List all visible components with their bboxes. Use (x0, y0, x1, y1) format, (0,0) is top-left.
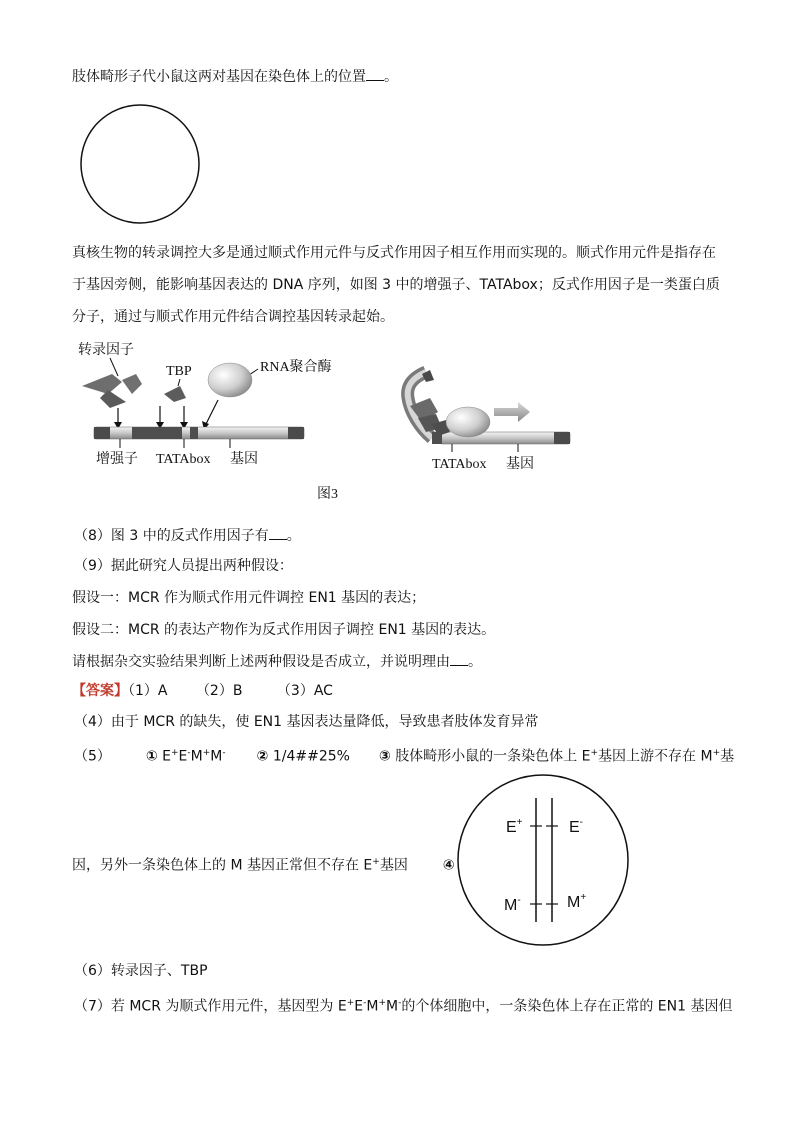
label-transcription-factor: 转录因子 (78, 343, 134, 358)
label-rna-polymerase: RNA聚合酶 (260, 360, 332, 375)
rna-polymerase-shape (208, 363, 252, 397)
intro-line: 肢体畸形子代小鼠这两对基因在染色体上的位置 。 (72, 66, 398, 87)
rna-polymerase-shape (446, 407, 490, 437)
question-9: （9）据此研究人员提出两种假设： (74, 558, 293, 574)
transcription-factor-shape (82, 374, 122, 394)
cell-circle (458, 775, 628, 945)
tbp-shape (164, 386, 186, 402)
arrow (206, 400, 218, 424)
label-gene-left: 基因 (230, 452, 258, 467)
transcription-factor-shape (122, 374, 142, 394)
dna-bar-left (94, 427, 304, 439)
pointer-line (178, 379, 180, 386)
direction-arrow (494, 402, 530, 422)
answer-5-line-2: 因，另外一条染色体上的 M 基因正常但不存在 E+基因 ④ (72, 857, 455, 874)
answer-blank (269, 525, 287, 540)
answer-label: 【答案】 (72, 683, 128, 699)
figure-caption: 图3 (317, 487, 338, 502)
label-tatabox-left: TATAbox (156, 452, 211, 467)
allele-M-plus: M+ (567, 892, 587, 911)
allele-E-minus: E- (569, 817, 584, 836)
pointer-line (110, 358, 118, 376)
answer-blank (366, 66, 384, 81)
passage-line-3: 分子，通过与顺式作用元件结合调控基因转录起始。 (72, 309, 394, 325)
question-judge: 请根据杂交实验结果判断上述两种假设是否成立，并说明理由 。 (72, 651, 482, 672)
answer-blank (450, 651, 468, 666)
label-tbp: TBP (166, 364, 192, 379)
passage-line-2: 于基因旁侧，能影响基因表达的 DNA 序列，如图 3 中的增强子、TATAbox；反式作用因子是一类蛋白质 (72, 277, 720, 293)
allele-M-minus: M- (504, 895, 521, 914)
figure-3 (70, 336, 610, 506)
answer-7: （7）若 MCR 为顺式作用元件，基因型为 E+E-M+M-的个体细胞中，一条染色体上存在正常的 EN1 基因但 (74, 998, 733, 1015)
hypothesis-1: 假设一：MCR 作为顺式作用元件调控 EN1 基因的表达； (72, 590, 426, 606)
answer-line-1: 【答案】（1）A （2）B （3）AC (72, 683, 333, 699)
label-enhancer: 增强子 (96, 452, 138, 467)
label-tatabox-right: TATAbox (432, 457, 487, 472)
answer-6: （6）转录因子、TBP (74, 963, 208, 979)
answer-5-line-1: （5） ① E+E-M+M- ② 1/4##25% ③ 肢体畸形小鼠的一条染色体上 E+基因上游不存在 M+基 (74, 748, 735, 765)
intro-text: 肢体畸形子代小鼠这两对基因在染色体上的位置 (72, 69, 366, 85)
passage-line-1: 真核生物的转录调控大多是通过顺式作用元件与反式作用因子相互作用而实现的。顺式作用元件是指存在 (72, 245, 716, 261)
hypothesis-2: 假设二：MCR 的表达产物作为反式作用因子调控 EN1 基因的表达。 (72, 622, 496, 638)
question-8: （8）图 3 中的反式作用因子有 。 (74, 525, 301, 546)
empty-circle-answer-area (78, 104, 202, 228)
answer-4: （4）由于 MCR 的缺失，使 EN1 基因表达量降低，导致患者肢体发育异常 (74, 714, 539, 730)
chromosome-diagram (456, 774, 630, 948)
label-gene-right: 基因 (506, 457, 534, 472)
allele-E-plus: E+ (506, 817, 523, 836)
